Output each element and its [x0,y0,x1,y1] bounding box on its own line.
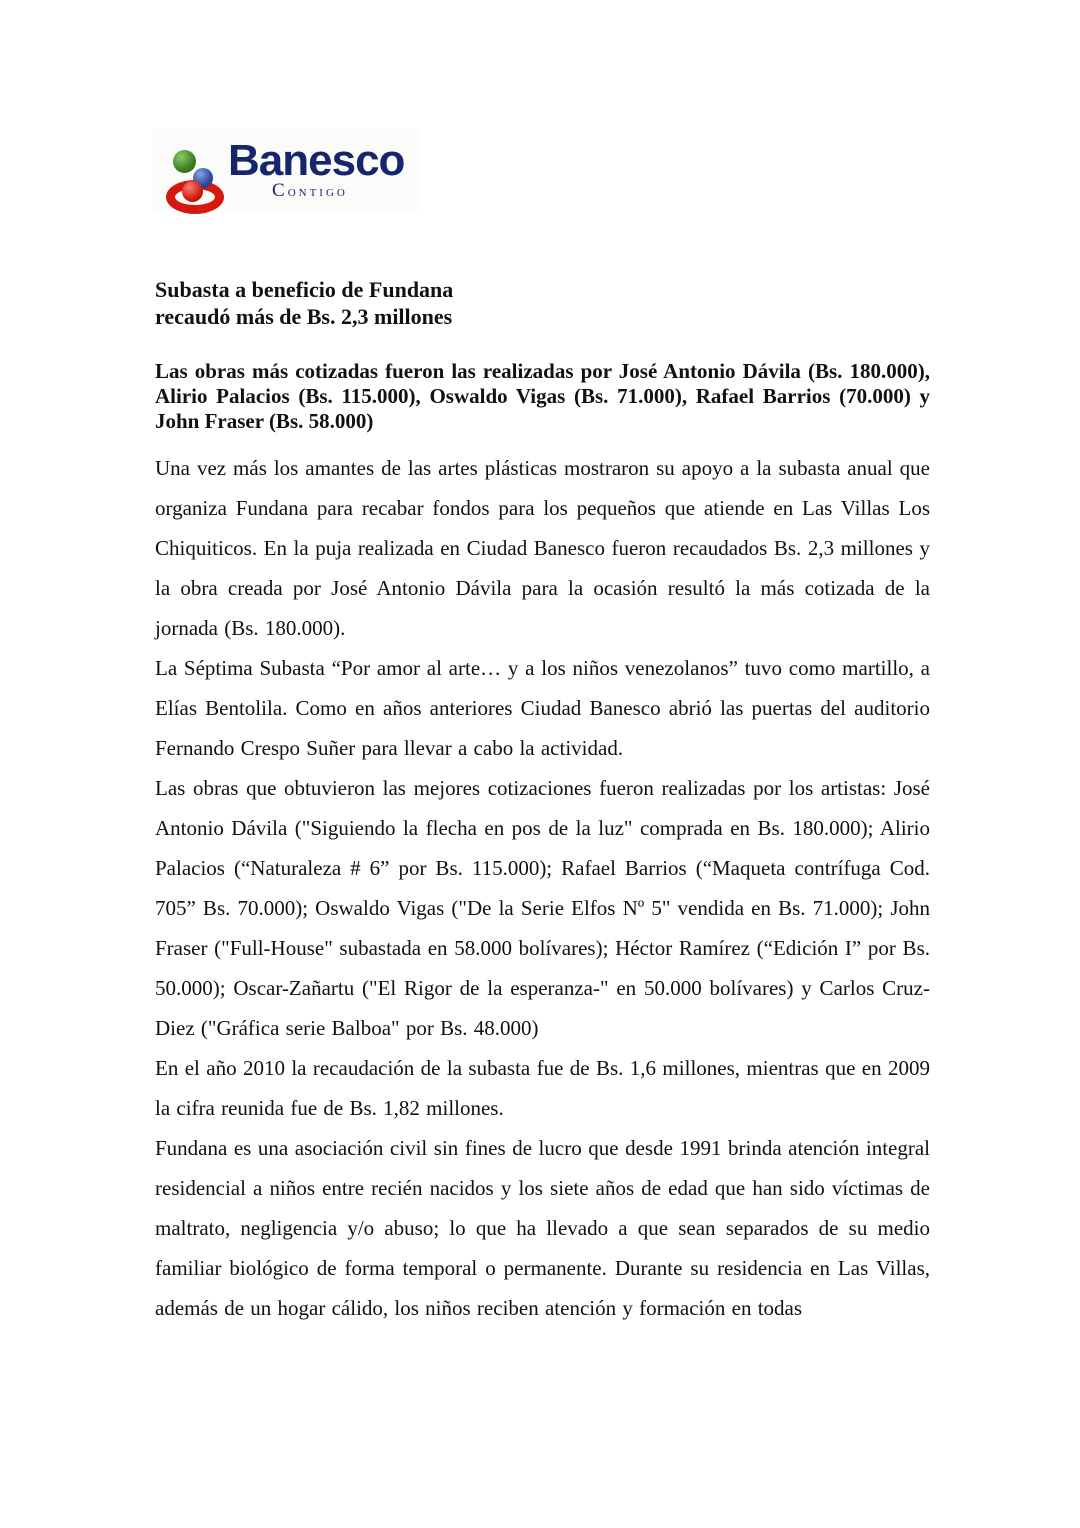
logo-tagline-text: Contigo [272,180,348,201]
document-title-line2: recaudó más de Bs. 2,3 millones [155,304,453,329]
banesco-logo [152,128,420,210]
body-paragraph: Una vez más los amantes de las artes plásticas mostraron su apoyo a la subasta anual que organiza Fundana para recabar fondos para los pequeños que atiende en Las Villas Los Chiquiticos. En la puja realizada en Ciudad Banesco fueron recaudados Bs. 2,3 millones y la obra creada por José Antonio Dávila para la ocasión resultó la más cotizada de la jornada (Bs. 180.000). [155,456,930,640]
logo-brand-text: Banesco [228,136,405,185]
body-paragraph: La Séptima Subasta “Por amor al arte… y a los niños venezolanos” tuvo como martillo, a Elías Bentolila. Como en años anteriores Ciudad Banesco abrió las puertas del auditorio Fernando Crespo Suñer para llevar a cabo la actividad. [155,656,930,760]
document-title-line1: Subasta a beneficio de Fundana [155,277,454,302]
document-body [155,448,930,1328]
green-ball-shape [173,150,196,173]
body-paragraph: Fundana es una asociación civil sin fines de lucro que desde 1991 brinda atención integral residencial a niños entre recién nacidos y los siete años de edad que han sido víctimas de maltrato, negligencia y/o abuso; lo que ha llevado a que sean separados de su medio familiar biológico de forma temporal o permanente. Durante su residencia en Las Villas, además de un hogar cálido, los niños reciben atención y formación en todas [155,1136,930,1320]
press-release [155,276,930,1328]
banesco-target-icon [158,136,230,208]
document-title [155,276,930,330]
body-paragraph: En el año 2010 la recaudación de la subasta fue de Bs. 1,6 millones, mientras que en 2009 la cifra reunida fue de Bs. 1,82 millones. [155,1056,930,1120]
body-paragraph: Las obras que obtuvieron las mejores cotizaciones fueron realizadas por los artistas: José Antonio Dávila ("Siguiendo la flecha en pos de la luz" comprada en Bs. 180.000); Alirio Palacios (“Naturaleza # 6” por Bs. 115.000); Rafael Barrios (“Maqueta contrífuga Cod. 705” Bs. 70.000); Oswaldo Vigas ("De la Serie Elfos Nº 5" vendida en Bs. 71.000); John Fraser ("Full-House" subastada en 58.000 bolívares); Héctor Ramírez (“Edición I” por Bs. 50.000); Oscar-Zañartu ("El Rigor de la esperanza-" en 50.000 bolívares) y Carlos Cruz-Diez ("Gráfica serie Balboa" por Bs. 48.000) [155,776,930,1040]
document-subtitle: Las obras más cotizadas fueron las realizadas por José Antonio Dávila (Bs. 180.000), Alirio Palacios (Bs. 115.000), Oswaldo Vigas (Bs. 71.000), Rafael Barrios (70.000) y John Fraser (Bs. 58.000) [155,359,930,433]
red-ball-shape [182,181,203,202]
